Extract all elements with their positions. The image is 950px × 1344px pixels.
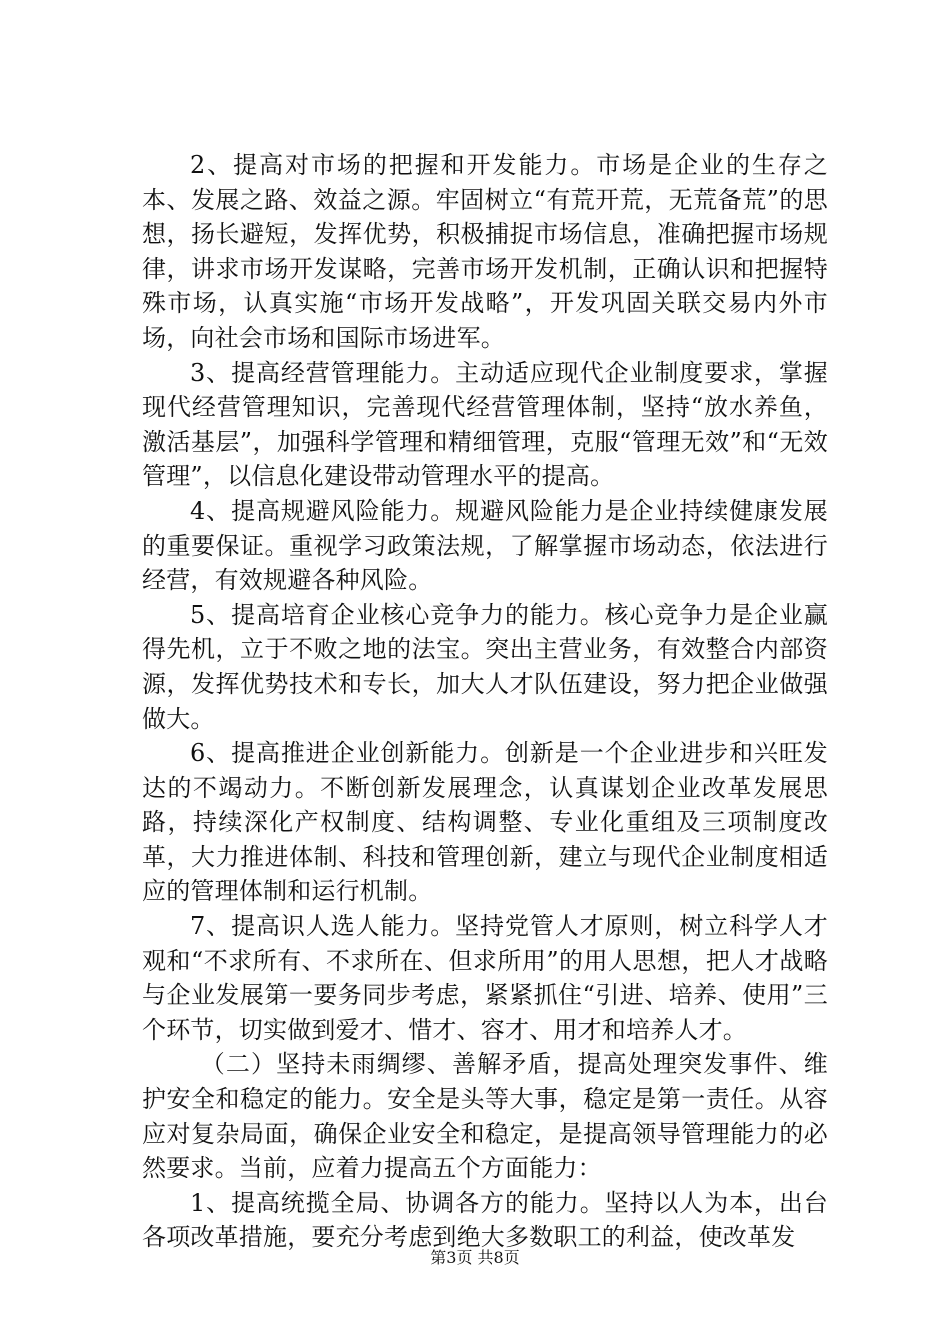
paragraph-item-4: 4、提高规避风险能力。规避风险能力是企业持续健康发展的重要保证。重视学习政策法规，了解掌握市场动态，依法进行经营，有效规避各种风险。 (142, 496, 828, 595)
page-number-label: 第3页 共8页 (430, 1248, 520, 1267)
paragraph-item-7: 7、提高识人选人能力。坚持党管人才原则，树立科学人才观和“不求所有、不求所在、但求所用”的用人思想，把人才战略与企业发展第一要务同步考虑，紧紧抓住“引进、培养、使用”三个环节，切实做到爱才、惜才、容才、用才和培养人才。 (142, 912, 828, 1044)
paragraph-item-2: 2、提高对市场的把握和开发能力。市场是企业的生存之本、发展之路、效益之源。牢固树立“有荒开荒，无荒备荒”的思想，扬长避短，发挥优势，积极捕捉市场信息，准确把握市场规律，讲求市场开发谋略，完善市场开发机制，正确认识和把握特殊市场，认真实施“市场开发战略”，开发巩固关联交易内外市场，向社会市场和国际市场进军。 (142, 151, 828, 352)
section-heading-paragraph: （二）坚持未雨绸缪、善解矛盾，提高处理突发事件、维护安全和稳定的能力。安全是头等大事，稳定是第一责任。从容应对复杂局面，确保企业安全和稳定，是提高领导管理能力的必然要求。当前，应着力提高五个方面能力： (142, 1050, 828, 1183)
paragraph-item-1: 1、提高统揽全局、协调各方的能力。坚持以人为本，出台各项改革措施，要充分考虑到绝大多数职工的利益，使改革发 (142, 1188, 828, 1252)
paragraph-item-6: 6、提高推进企业创新能力。创新是一个企业进步和兴旺发达的不竭动力。不断创新发展理念，认真谋划企业改革发展思路，持续深化产权制度、结构调整、专业化重组及三项制度改革，大力推进体制、科技和管理创新，建立与现代企业制度相适应的管理体制和运行机制。 (142, 739, 828, 906)
paragraph-item-5: 5、提高培育企业核心竞争力的能力。核心竞争力是企业赢得先机，立于不败之地的法宝。突出主营业务，有效整合内部资源，发挥优势技术和专长，加大人才队伍建设，努力把企业做强做大。 (142, 600, 828, 733)
document-body (142, 148, 828, 1255)
paragraph-item-3: 3、提高经营管理能力。主动适应现代企业制度要求，掌握现代经营管理知识，完善现代经营管理体制，坚持“放水养鱼，激活基层”，加强科学管理和精细管理，克服“管理无效”和“无效管理”，以信息化建设带动管理水平的提高。 (142, 358, 828, 491)
page-footer (0, 1245, 950, 1268)
